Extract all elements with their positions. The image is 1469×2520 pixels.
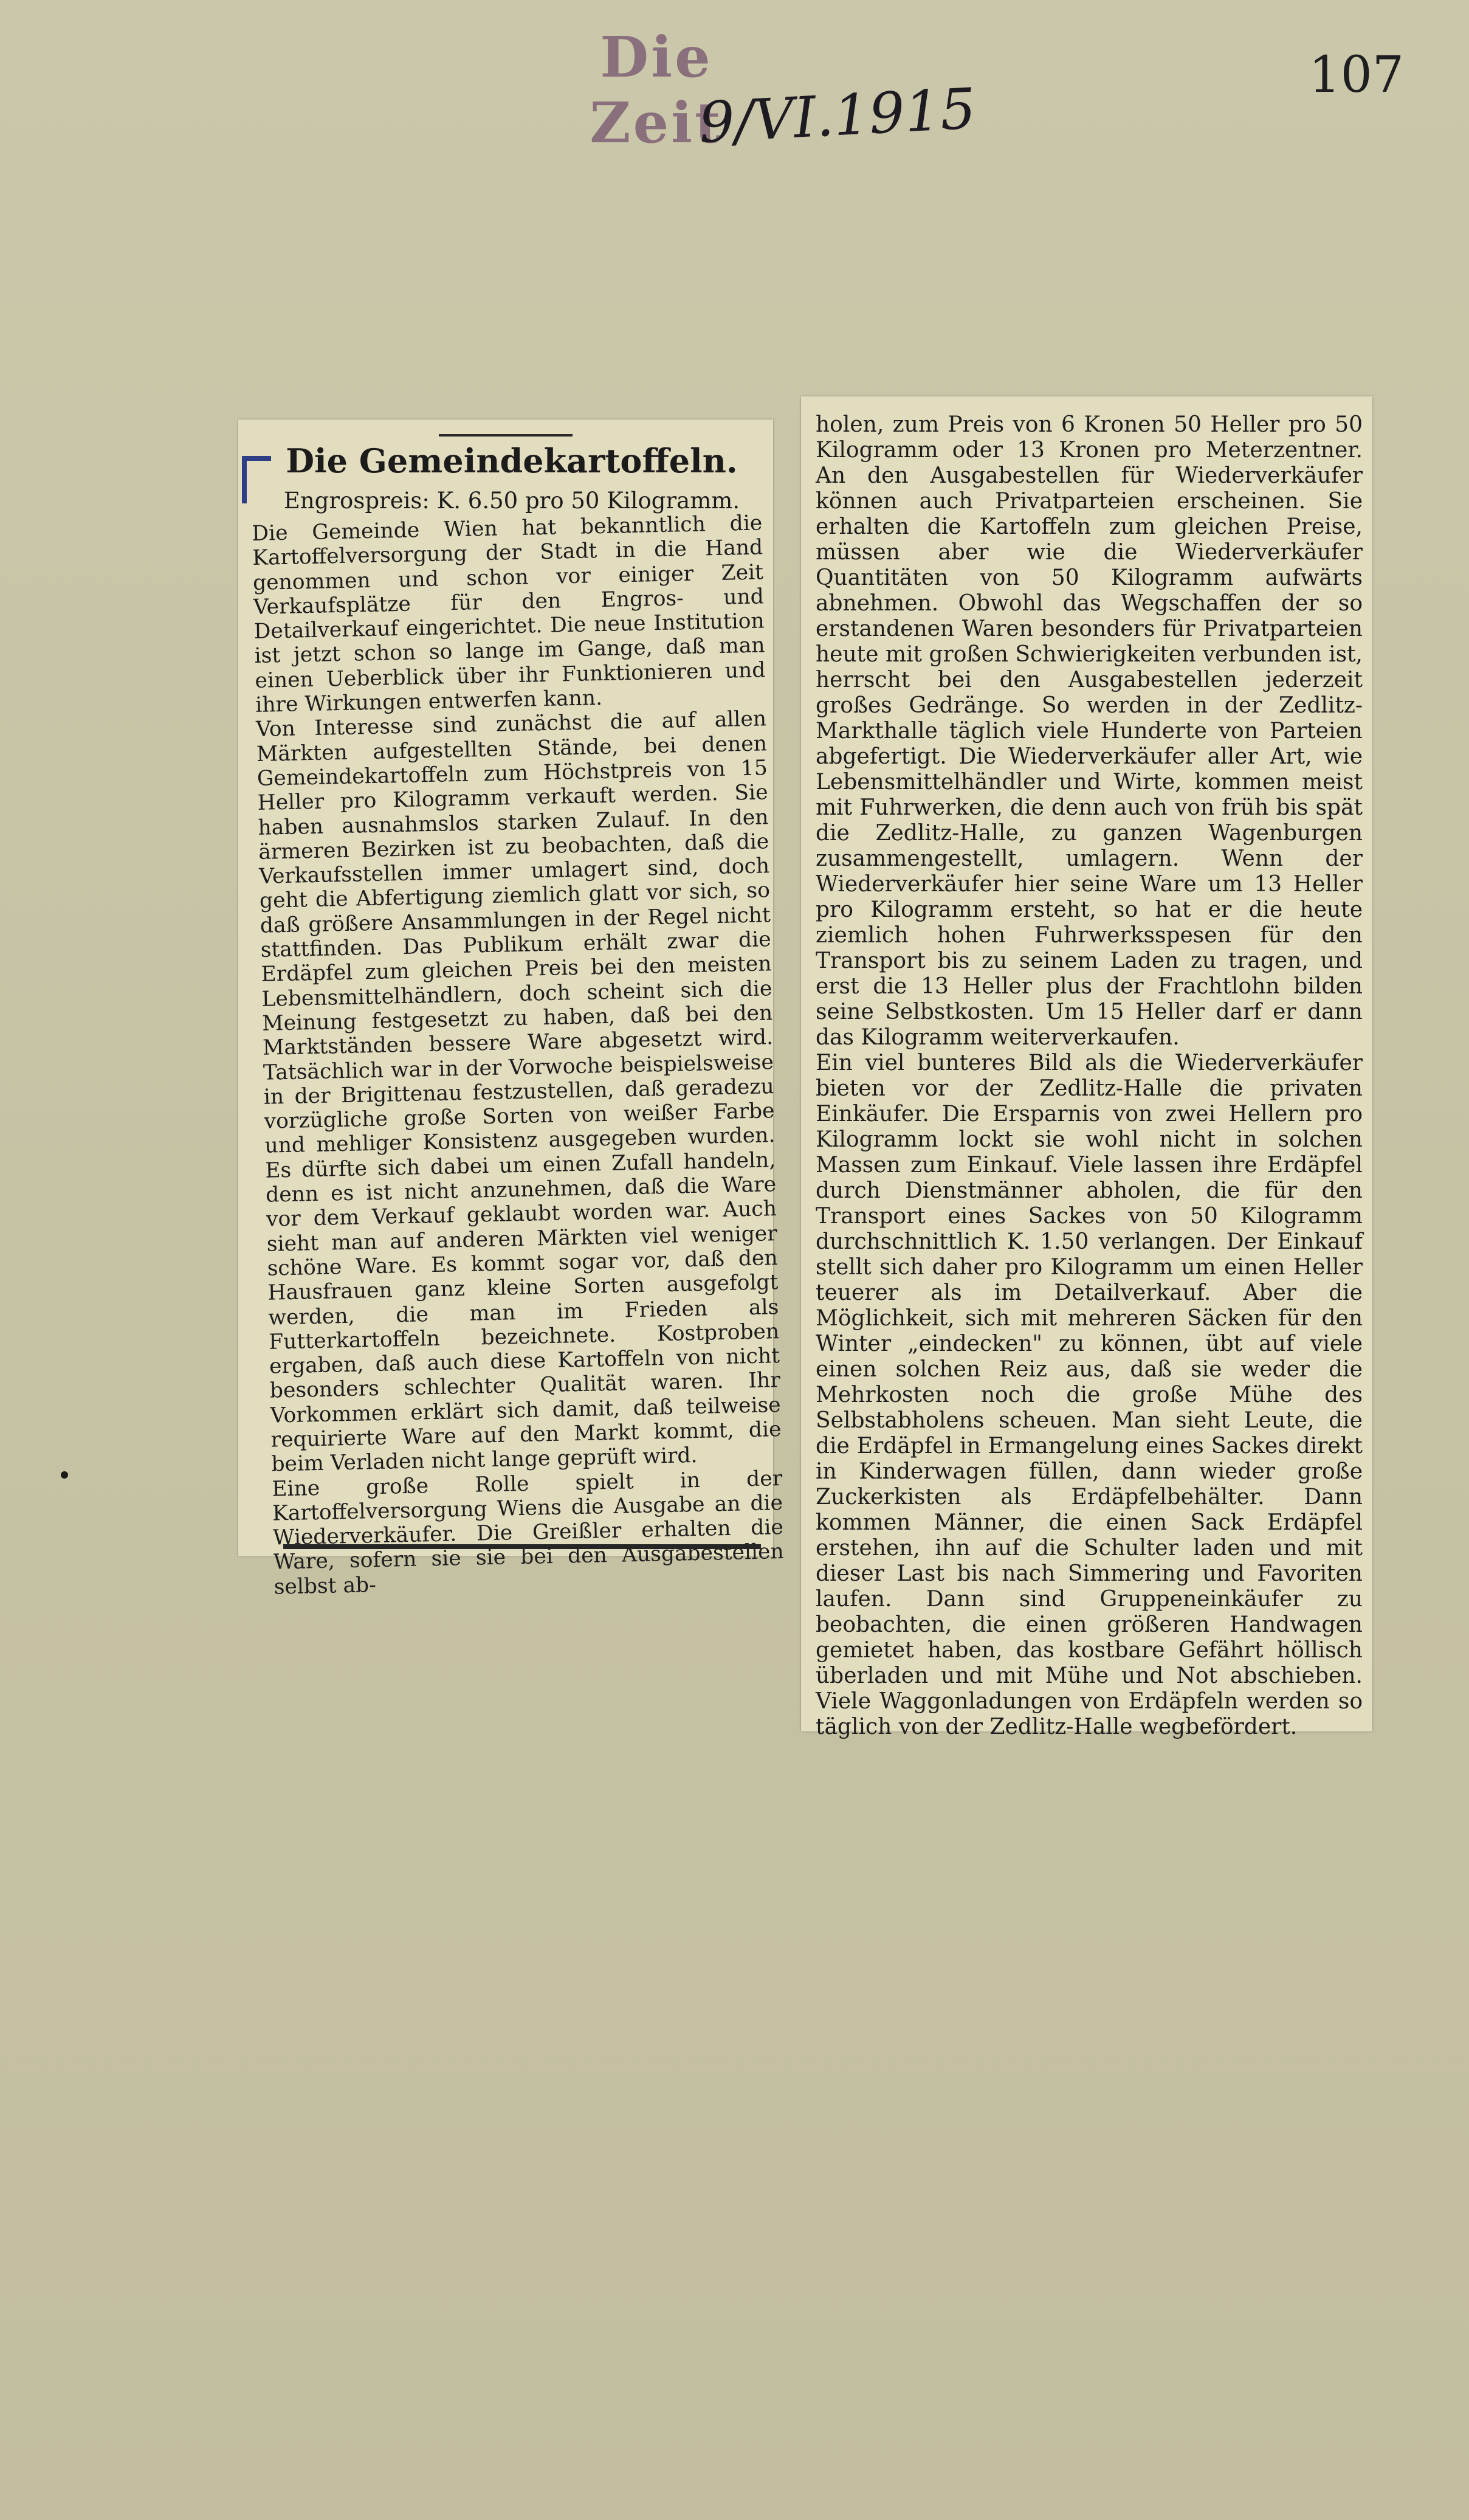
handwritten-date: 9/VI.1915 — [697, 76, 978, 156]
article-title: Die Gemeindekartoffeln. — [286, 441, 738, 480]
clipping-right — [801, 396, 1372, 1739]
title-rule — [439, 434, 573, 437]
newspaper-stamp: Die Zeit — [590, 24, 723, 156]
article-column-left: Die Gemeinde Wien hat bekanntlich die Kartoffelversorgung der Stadt in die Hand genommen und schon vor einiger Zeit Verkaufsplätze für den Engros- und Detailverkauf eingerichtet. Die neue Institution ist jetzt schon so lange im Gange, daß man einen Ueberblick über ihr Funktionieren und ihre Wirkungen entwerfen kann. Von Interesse sind zunächst die auf allen Märkten aufgestellten Stände, bei denen Gemeindekartoffeln zum Höchstpreis von 15 Heller pro Kilogramm verkauft werden. Sie haben ausnahmslos starken Zulauf. In den ärmeren Bezirken ist zu beobachten, daß die Verkaufsstellen immer umlagert sind, doch geht die Abfertigung ziemlich glatt vor sich, so daß größere Ansammlungen in der Regel nicht stattfinden. Das Publikum erhält zwar die Erdäpfel zum gleichen Preis bei den meisten Lebensmittelhändlern, doch scheint sich die Meinung festgesetzt zu haben, daß bei den Marktständen bessere Ware abgesetzt wird. Tatsächlich war in der Vorwoche beispielsweise in der Brigittenau festzustellen, daß geradezu vorzügliche große Sorten von weißer Farbe und mehliger Konsistenz ausgegeben wurden. Es dürfte sich dabei um einen Zufall handeln, denn es ist nicht anzunehmen, daß die Ware vor dem Verkauf geklaubt worden war. Auch sieht man auf anderen Märkten viel weniger schöne Ware. Es kommt sogar vor, daß den Hausfrauen ganz kleine Sorten ausgefolgt werden, die man im Frieden als Futterkartoffeln bezeichnete. Kostproben ergaben, daß auch diese Kartoffeln von nicht besonders schlechter Qualität waren. Ihr Vorkommen erklärt sich damit, daß teilweise requirierte Ware auf den Markt kommt, die beim Verladen nicht lange geprüft wird. Eine große Rolle spielt in der Kartoffelversorgung Wiens die Ausgabe an die Wiederverkäufer. Die Greißler erhalten die Ware, sofern sie sie bei den Ausgabestellen selbst ab- — [252, 511, 785, 1600]
page-number: 107 — [1309, 46, 1404, 104]
article-column-right: holen, zum Preis von 6 Kronen 50 Heller pro 50 Kilogramm oder 13 Kronen pro Meterzentner. An den Ausgabestellen für Wiederverkäufer können auch Privatparteien erscheinen. Sie erhalten die Kartoffeln zum gleichen Preise, müssen aber wie die Wiederverkäufer Quantitäten von 50 Kilogramm aufwärts abnehmen. Obwohl das Wegschaffen der so erstandenen Waren besonders für Privatparteien heute mit großen Schwierigkeiten verbunden ist, herrscht bei den Ausgabestellen jederzeit großes Gedränge. So werden in der Zedlitz-Markthalle täglich viele Hunderte von Parteien abgefertigt. Die Wiederverkäufer aller Art, wie Lebensmittelhändler und Wirte, kommen meist mit Fuhrwerken, die denn auch von früh bis spät die Zedlitz-Halle, zu ganzen Wagenburgen zusammengestellt, umlagern. Wenn der Wiederverkäufer hier seine Ware um 13 Heller pro Kilogramm ersteht, so hat er die heute ziemlich hohen Fuhrwerksspesen für den Transport bis zu seinem Laden zu tragen, und erst die 13 Heller plus der Frachtlohn bilden seine Selbstkosten. Um 15 Heller darf er dann das Kilogramm weiterverkaufen. Ein viel bunteres Bild als die Wiederverkäufer bieten vor der Zedlitz-Halle die privaten Einkäufer. Die Ersparnis von zwei Hellern pro Kilogramm lockt sie wohl nicht in solchen Massen zum Einkauf. Viele lassen ihre Erdäpfel durch Dienstmänner abholen, die für den Transport eines Sackes von 50 Kilogramm durchschnittlich K. 1.50 verlangen. Der Einkauf stellt sich daher pro Kilogramm um einen Heller teuerer als im Detailverkauf. Aber die Möglichkeit, sich mit mehreren Säcken für den Winter „eindecken" zu können, übt auf viele einen solchen Reiz aus, daß sie weder die Mehrkosten noch die große Mühe des Selbstabholens scheuen. Man sieht Leute, die die Erdäpfel in Ermangelung eines Sackes direkt in Kinderwagen füllen, dann wieder große Zuckerkisten als Erdäpfelbehälter. Dann kommen Männer, die einen Sack Erdäpfel erstehen, ihn auf die Schulter laden und mit dieser Last bis nach Simmering und Favoriten laufen. Dann sind Gruppeneinkäufer zu beobachten, die einen größeren Handwagen gemietet haben, das kostbare Gefährt höllisch überladen und mit Mühe und Not abschieben. Viele Waggonladungen von Erdäpfeln werden so täglich von der Zedlitz-Halle wegbefördert. — [816, 412, 1363, 1739]
column-end-rule — [283, 1544, 761, 1549]
article-subtitle: Engrospreis: K. 6.50 pro 50 Kilogramm. — [283, 488, 740, 514]
ink-dot — [61, 1471, 68, 1479]
clipping-left — [238, 419, 785, 1600]
